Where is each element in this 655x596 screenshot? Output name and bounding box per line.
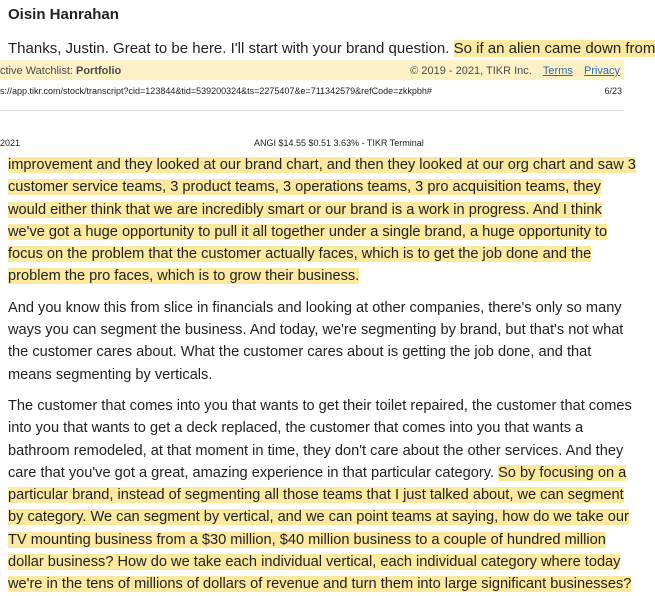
transcript-line: problem the pro faces, which is to grow their business. xyxy=(8,268,360,285)
transcript-line-highlight: So by focusing on a xyxy=(498,464,627,481)
transcript-line: means segmenting by verticals. xyxy=(8,366,213,383)
transcript-line: the customer cares about. What the customer cares about is getting the job done, and that xyxy=(8,344,592,361)
transcript-line: we've got a huge opportunity to pull it all together under a single brand, a huge opportunity to xyxy=(8,223,608,240)
privacy-link[interactable]: Privacy xyxy=(583,65,620,77)
print-url: s://app.tikr.com/stock/transcript?cid=123844&tid=539200324&ts=2275407&e=711342579&refCode=zkkpbh# xyxy=(0,86,432,96)
transcript-line: we're in the tens of millions of dollars of revenue and turn them into large significant businesses? xyxy=(8,576,632,593)
page-divider xyxy=(0,110,624,111)
paragraph-1 xyxy=(8,154,636,288)
watchlist-label-text: ctive Watchlist: xyxy=(0,65,76,77)
page-number: 6/23 xyxy=(604,86,622,96)
transcript-line: ways you can segment the business. And today, we're segmenting by brand, but that's not what xyxy=(8,322,624,339)
paragraph-2 xyxy=(8,297,624,386)
transcript-body xyxy=(8,154,636,596)
terms-link[interactable]: Terms xyxy=(542,65,573,77)
transcript-line: dollar business? How do we take each individual vertical, each individual category where today xyxy=(8,554,621,571)
transcript-line: bathroom remodeled, at that moment in time, they don't care about the other services. And they xyxy=(8,442,624,459)
copyright-text: © 2019 - 2021, TIKR Inc. xyxy=(410,65,532,77)
ticker-header: ANGI $14.55 $0.51 3.63% - TIKR Terminal xyxy=(254,138,424,148)
intro-paragraph xyxy=(8,38,655,60)
transcript-line: improvement and they looked at our brand chart, and then they looked at our org chart and saw 3 xyxy=(8,157,636,173)
watchlist-label xyxy=(0,65,121,77)
transcript-line: by category. We can segment by vertical, and we can point teams at saying, how do we take our xyxy=(8,509,629,526)
transcript-line: TV mounting business from a $30 million, $40 million business to a couple of hundred million xyxy=(8,531,606,548)
transcript-line: focus on the problem that the customer actually faces, which is to get the job done and the xyxy=(8,246,592,263)
transcript-line: into you that wants to get a deck replaced, the customer that comes into you that wants a xyxy=(8,420,584,437)
transcript-line: And you know this from slice in financials and looking at other companies, there's only so many xyxy=(8,299,622,316)
transcript-line: particular brand, instead of segmenting all those teams that I just talked about, we can segment xyxy=(8,487,624,504)
watchlist-value[interactable]: Portfolio xyxy=(76,65,122,77)
paragraph-3 xyxy=(8,395,632,596)
transcript-line: The customer that comes into you that wants to get their toilet repaired, the customer that comes xyxy=(8,397,632,414)
transcript-line-plain: care that you've got a great, amazing experience in that particular category. xyxy=(8,464,499,481)
transcript-line: would either think that we are incredibly smart or our brand is a work in progress. And I think xyxy=(8,201,602,218)
intro-highlight: So if an alien came down from xyxy=(453,40,655,57)
speaker-name: Oisin Hanrahan xyxy=(8,6,119,23)
transcript-line: customer service teams, 3 product teams, 3 operations teams, 3 pro acquisition teams, they xyxy=(8,179,601,196)
print-date: 2021 xyxy=(0,138,21,148)
footer-links xyxy=(410,65,620,77)
intro-text: Thanks, Justin. Great to be here. I'll start with your brand question. xyxy=(8,40,454,57)
